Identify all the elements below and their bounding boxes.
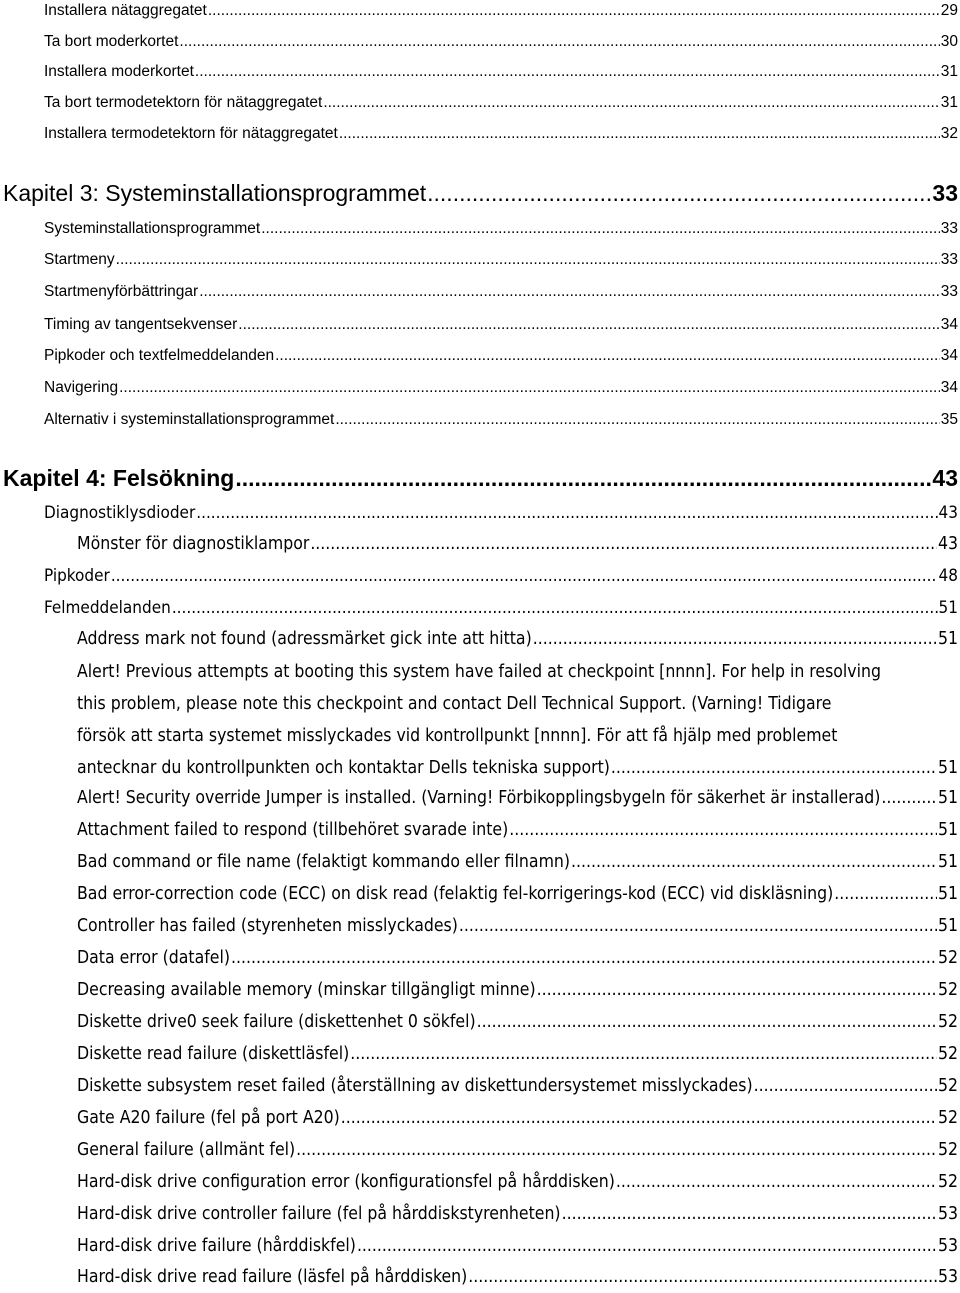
toc-entry[interactable] [0,347,960,365]
toc-entry[interactable] [0,1267,960,1287]
toc-entry[interactable] [0,2,960,20]
toc-entry-page: 34 [940,316,958,333]
toc-entry-page: 33 [940,220,958,237]
toc-leader-dots [533,629,937,649]
toc-chapter-4[interactable] [0,465,960,492]
toc-entry-title: Installera nätaggregatet [44,2,207,19]
toc-entry-page: 53 [937,1236,958,1256]
toc-entry-title: Navigering [44,379,119,396]
toc-entry[interactable] [0,1140,960,1160]
toc-leader-dots [235,465,931,492]
toc-entry[interactable] [0,220,960,238]
toc-entry[interactable] [0,411,960,429]
toc-entry-page: 52 [937,980,958,1000]
toc-entry-page: 32 [940,125,958,142]
toc-leader-dots [111,566,938,586]
toc-entry-title: Diskette read failure (diskettläsfel) [77,1044,350,1064]
toc-entry-title: Ta bort termodetektorn för nätaggregatet [44,94,323,111]
toc-entry-page: 53 [937,1267,958,1287]
toc-leader-dots [195,63,940,81]
toc-leader-dots [834,884,937,904]
toc-entry[interactable] [0,379,960,397]
toc-entry[interactable] [0,852,960,872]
toc-entry-multiline[interactable] [77,656,958,784]
toc-entry[interactable] [0,503,960,523]
chapter-page: 43 [932,465,958,491]
toc-entry-title: Installera moderkortet [44,63,194,80]
toc-entry-title: Hard-disk drive failure (hårddiskfel) [77,1236,356,1256]
toc-entry-page: 52 [937,1012,958,1032]
toc-entry-page: 51 [938,598,958,618]
toc-entry[interactable] [0,1236,960,1256]
toc-entry-page: 51 [937,758,958,778]
toc-entry-page: 51 [937,629,958,649]
toc-entry-title: Mönster för diagnostiklampor [77,534,310,554]
toc-leader-dots [238,316,939,334]
chapter-title: Kapitel 4: Felsökning [3,465,235,491]
toc-entry[interactable] [0,1172,960,1192]
toc-entry[interactable] [0,788,960,808]
toc-entry-line: försök att starta systemet misslyckades vid kontrollpunkt [nnnn]. För att få hjälp med problemet [77,726,838,746]
toc-entry[interactable] [0,63,960,81]
toc-leader-dots [231,948,937,968]
toc-leader-dots [754,1076,937,1096]
toc-leader-dots [116,251,940,269]
toc-entry-title: Diskette drive0 seek failure (diskettenhet 0 sökfel) [77,1012,476,1032]
toc-entry[interactable] [0,820,960,840]
toc-entry[interactable] [0,948,960,968]
toc-entry-title: Alert! Security override Jumper is installed. (Varning! Förbikopplingsbygeln för säkerhet är installerad) [77,788,881,808]
toc-entry-title: Data error (datafel) [77,948,230,968]
toc-entry-page: 52 [937,1044,958,1064]
toc-entry[interactable] [0,251,960,269]
toc-entry-title: Diagnostiklysdioder [44,503,196,523]
toc-entry[interactable] [0,1044,960,1064]
toc-leader-dots [350,1044,937,1064]
toc-leader-dots [335,411,939,429]
toc-entry[interactable] [0,916,960,936]
toc-entry-title: Hard-disk drive configuration error (konfigurationsfel på hårddisken) [77,1172,615,1192]
toc-entry-page: 48 [938,566,958,586]
toc-entry-last-line [77,752,958,784]
toc-entry-page: 35 [940,411,958,428]
toc-entry[interactable] [0,125,960,143]
toc-leader-dots [341,1108,937,1128]
toc-entry-title: Controller has failed (styrenheten misslyckades) [77,916,458,936]
toc-entry-line: this problem, please note this checkpoint and contact Dell Technical Support. (Varning! Tidigare [77,694,832,714]
toc-leader-dots [881,788,937,808]
toc-entry-title: Systeminstallationsprogrammet [44,220,261,237]
toc-leader-dots [119,379,940,397]
toc-entry-page: 51 [937,788,958,808]
toc-entry[interactable] [0,33,960,51]
toc-chapter-3[interactable] [0,180,960,207]
toc-entry[interactable] [0,283,960,301]
toc-leader-dots [616,1172,937,1192]
toc-leader-dots [199,283,940,301]
chapter-title: Kapitel 3: Systeminstallationsprogrammet [3,180,427,206]
toc-leader-dots [310,534,937,554]
toc-entry[interactable] [0,1108,960,1128]
toc-leader-dots [172,598,938,618]
toc-entry[interactable] [0,94,960,112]
toc-entry[interactable] [0,534,960,554]
toc-entry[interactable] [0,566,960,586]
toc-entry-title: Diskette subsystem reset failed (återställning av diskettundersystemet misslyckades) [77,1076,753,1096]
toc-entry-page: 33 [940,283,958,300]
toc-entry-title: Pipkoder och textfelmeddelanden [44,347,275,364]
toc-entry[interactable] [0,316,960,334]
toc-entry-page: 52 [937,948,958,968]
toc-leader-dots [275,347,940,365]
toc-leader-dots [427,180,931,207]
toc-leader-dots [537,980,937,1000]
toc-leader-dots [179,33,939,51]
toc-entry-page: 34 [940,379,958,396]
toc-entry-title: General failure (allmänt fel) [77,1140,296,1160]
toc-entry-page: 34 [940,347,958,364]
toc-entry-title: Ta bort moderkortet [44,33,179,50]
toc-entry-title: Decreasing available memory (minskar tillgängligt minne) [77,980,536,1000]
toc-leader-dots [196,503,937,523]
toc-entry[interactable] [0,629,960,649]
toc-entry-page: 33 [940,251,958,268]
toc-leader-dots [509,820,937,840]
toc-entry-page: 31 [940,94,958,111]
toc-entry-line: antecknar du kontrollpunkten och kontaktar Dells tekniska support) [77,758,610,778]
toc-entry-title: Bad command or file name (felaktigt kommando eller filnamn) [77,852,571,872]
toc-leader-dots [477,1012,937,1032]
toc-entry-page: 52 [937,1140,958,1160]
toc-leader-dots [571,852,937,872]
toc-entry-title: Startmeny [44,251,115,268]
toc-leader-dots [459,916,937,936]
toc-entry[interactable] [0,598,960,618]
toc-entry-page: 52 [937,1108,958,1128]
toc-entry-page: 53 [937,1204,958,1224]
toc-entry-title: Gate A20 failure (fel på port A20) [77,1108,340,1128]
toc-entry-page: 52 [937,1076,958,1096]
toc-leader-dots [296,1140,937,1160]
toc-entry[interactable] [0,1076,960,1096]
toc-leader-dots [208,2,940,20]
toc-leader-dots [562,1204,937,1224]
toc-entry[interactable] [0,884,960,904]
toc-entry-page: 51 [937,820,958,840]
toc-entry-title: Hard-disk drive controller failure (fel på hårddiskstyrenheten) [77,1204,561,1224]
toc-entry-title: Bad error-correction code (ECC) on disk read (felaktig fel-korrigerings-kod (ECC) vid diskläsning) [77,884,834,904]
toc-entry-title: Hard-disk drive read failure (läsfel på hårddisken) [77,1267,468,1287]
toc-entry-title: Alternativ i systeminstallationsprogrammet [44,411,335,428]
toc-entry-title: Installera termodetektorn för nätaggregatet [44,125,338,142]
toc-entry-title: Address mark not found (adressmärket gick inte att hitta) [77,629,532,649]
toc-entry[interactable] [0,1012,960,1032]
toc-entry-page: 52 [937,1172,958,1192]
toc-entry-page: 51 [937,884,958,904]
toc-entry-page: 51 [937,852,958,872]
toc-leader-dots [323,94,939,112]
toc-leader-dots [261,220,940,238]
toc-entry-page: 51 [937,916,958,936]
toc-leader-dots [611,752,937,784]
toc-entry-page: 43 [937,534,958,554]
toc-leader-dots [339,125,940,143]
toc-entry-page: 29 [940,2,958,19]
toc-leader-dots [468,1267,937,1287]
chapter-page: 33 [932,180,958,206]
toc-entry-title: Timing av tangentsekvenser [44,316,238,333]
toc-entry-page: 31 [940,63,958,80]
toc-entry-line: Alert! Previous attempts at booting this system have failed at checkpoint [nnnn]. For help in resolving [77,662,881,682]
toc-entry-title: Pipkoder [44,566,110,586]
toc-entry[interactable] [0,980,960,1000]
toc-entry[interactable] [0,1204,960,1224]
toc-entry-page: 43 [938,503,958,523]
toc-leader-dots [357,1236,937,1256]
toc-entry-title: Startmenyförbättringar [44,283,199,300]
toc-entry-page: 30 [940,33,958,50]
toc-entry-title: Felmeddelanden [44,598,171,618]
toc-entry-title: Attachment failed to respond (tillbehöret svarade inte) [77,820,509,840]
